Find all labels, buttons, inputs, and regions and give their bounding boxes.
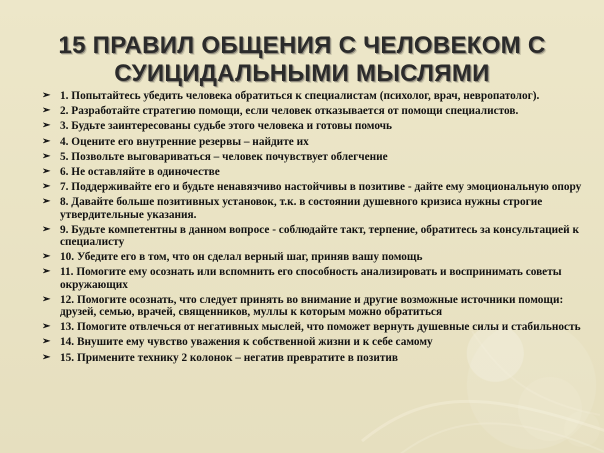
arrow-bullet-icon: ➢ xyxy=(42,321,51,333)
rule-item-9 xyxy=(42,224,590,248)
rule-item-3 xyxy=(42,120,590,132)
rule-item-4 xyxy=(42,136,590,148)
rule-item-11 xyxy=(42,266,590,290)
arrow-bullet-icon: ➢ xyxy=(42,120,51,132)
rule-item-15 xyxy=(42,352,590,364)
arrow-bullet-icon: ➢ xyxy=(42,266,51,278)
rules-list xyxy=(42,90,590,367)
rule-text-9: 9. Будьте компетентны в данном вопросе - соблюдайте такт, терпение, обратитесь за консультацией к специалисту xyxy=(60,223,580,249)
slide-title-line-1: 15 ПРАВИЛ ОБЩЕНИЯ С ЧЕЛОВЕКОМ С xyxy=(58,32,546,59)
arrow-bullet-icon: ➢ xyxy=(42,166,51,178)
rule-text-11: 11. Помогите ему осознать или вспомнить его способность анализировать и воспринимать советы окружающих xyxy=(60,266,562,291)
rule-item-13 xyxy=(42,321,590,333)
rule-item-8 xyxy=(42,196,590,220)
slide-title-line-2: СУИЦИДАЛЬНЫМИ МЫСЛЯМИ xyxy=(114,60,490,87)
rule-text-7: 7. Поддерживайте его и будьте ненавязчиво настойчивы в позитиве - дайте ему эмоциональную опору xyxy=(60,181,582,194)
rule-text-8: 8. Давайте больше позитивных установок, т.к. в состоянии душевного кризиса нужны строгие утвердительные указания. xyxy=(60,196,543,221)
rule-item-6 xyxy=(42,166,590,178)
rule-text-10: 10. Убедите его в том, что он сделал верный шаг, приняв вашу помощь xyxy=(60,251,423,264)
slide-title xyxy=(0,32,604,88)
arrow-bullet-icon: ➢ xyxy=(42,135,51,147)
rule-text-5: 5. Позвольте выговариваться – человек почувствует облегчение xyxy=(60,150,388,163)
rule-text-3: 3. Будьте заинтересованы судьбе этого человека и готовы помочь xyxy=(60,120,393,133)
arrow-bullet-icon: ➢ xyxy=(42,150,51,162)
rule-item-1 xyxy=(42,90,590,102)
rule-item-12 xyxy=(42,294,590,318)
arrow-bullet-icon: ➢ xyxy=(42,293,51,305)
rule-text-15: 15. Примените технику 2 колонок – негатив превратите в позитив xyxy=(60,351,399,364)
rule-item-14 xyxy=(42,336,590,348)
rule-item-2 xyxy=(42,105,590,117)
arrow-bullet-icon: ➢ xyxy=(42,196,51,208)
arrow-bullet-icon: ➢ xyxy=(42,105,51,117)
rule-text-14: 14. Внушите ему чувство уважения к собственной жизни и к себе самому xyxy=(60,336,433,349)
arrow-bullet-icon: ➢ xyxy=(42,181,51,193)
arrow-bullet-icon: ➢ xyxy=(42,223,51,235)
rule-text-4: 4. Оцените его внутренние резервы – найдите их xyxy=(60,135,309,148)
rule-text-1: 1. Попытайтесь убедить человека обратиться к специалистам (психолог, врач, невропатолог). xyxy=(60,90,540,102)
arrow-bullet-icon: ➢ xyxy=(42,90,51,101)
rule-text-13: 13. Помогите отвлечься от негативных мыслей, что поможет вернуть душевные силы и стабильность xyxy=(60,321,581,334)
rule-text-12: 12. Помогите осознать, что следует принять во внимание и другие возможные источники помощи: друзей, семью, врачей, священников, муллы к которым можно обратиться xyxy=(60,293,564,319)
arrow-bullet-icon: ➢ xyxy=(42,251,51,263)
rule-item-10 xyxy=(42,251,590,263)
rule-item-7 xyxy=(42,181,590,193)
rule-text-2: 2. Разработайте стратегию помощи, если человек отказывается от помощи специалистов. xyxy=(60,105,519,118)
rule-item-5 xyxy=(42,151,590,163)
arrow-bullet-icon: ➢ xyxy=(42,336,51,348)
rule-text-6: 6. Не оставляйте в одиночестве xyxy=(60,166,220,179)
arrow-bullet-icon: ➢ xyxy=(42,351,51,363)
